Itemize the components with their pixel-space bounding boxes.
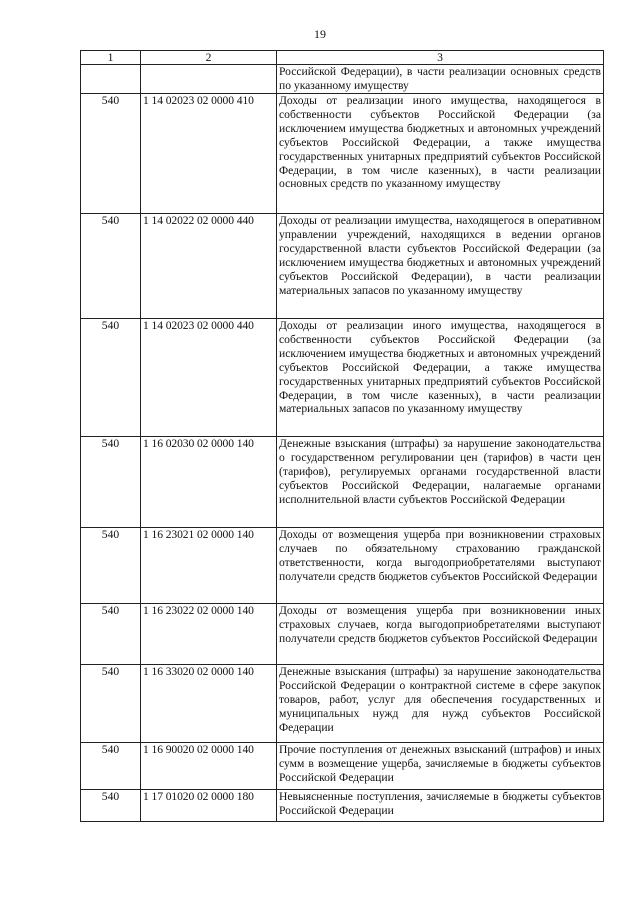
description-cell: Прочие поступления от денежных взысканий (штрафов) и иных сумм в возмещение ущерба, зачисляемые в бюджеты субъектов Российской Федерации xyxy=(277,743,604,790)
table-row xyxy=(81,94,604,214)
table-row xyxy=(81,790,604,822)
revenue-codes-table xyxy=(80,50,604,822)
table-row xyxy=(81,604,604,665)
kbk-code-cell: 1 14 02023 02 0000 410 xyxy=(141,94,277,214)
description-cell: Российской Федерации), в части реализации основных средств по указанному имуществу xyxy=(277,65,604,94)
header-col-1: 1 xyxy=(81,51,141,65)
table-row xyxy=(81,665,604,743)
admin-code-cell: 540 xyxy=(81,528,141,604)
description-cell: Доходы от реализации иного имущества, находящегося в собственности субъектов Российской Федерации (за исключением имущества бюджетных и автономных учреждений субъектов Российской Федерации, а также имущества государственных унитарных предприятий субъектов Российской Федерации, в том числе казенных), в части реализации основных средств по указанному имуществу xyxy=(277,94,604,214)
admin-code-cell: 540 xyxy=(81,319,141,437)
description-cell: Доходы от реализации имущества, находящегося в оперативном управлении учреждений, находящихся в ведении органов государственной власти субъектов Российской Федерации (за исключением имущества бюджетных и автономных учреждений субъектов Российской Федерации), в части реализации материальных запасов по указанному имуществу xyxy=(277,214,604,319)
admin-code-cell: 540 xyxy=(81,743,141,790)
table-row xyxy=(81,437,604,528)
table-row xyxy=(81,214,604,319)
admin-code-cell: 540 xyxy=(81,94,141,214)
admin-code-cell: 540 xyxy=(81,214,141,319)
header-col-2: 2 xyxy=(141,51,277,65)
table-body xyxy=(81,65,604,822)
description-cell: Доходы от возмещения ущерба при возникновении иных страховых случаев, когда выгодоприобретателями выступают получатели средств бюджетов субъектов Российской Федерации xyxy=(277,604,604,665)
table-header xyxy=(81,51,604,65)
description-cell: Денежные взыскания (штрафы) за нарушение законодательства о государственном регулировании цен (тарифов) в части цен (тарифов), регулируемых органами государственной власти субъектов Российской Федерации, налагаемые органами исполнительной власти субъектов Российской Федерации xyxy=(277,437,604,528)
description-cell: Доходы от реализации иного имущества, находящегося в собственности субъектов Российской Федерации (за исключением имущества бюджетных и автономных учреждений субъектов Российской Федерации, а также имущества государственных унитарных предприятий субъектов Российской Федерации, в том числе казенных), в части реализации материальных запасов по указанному имуществу xyxy=(277,319,604,437)
header-col-3: 3 xyxy=(277,51,604,65)
kbk-code-cell xyxy=(141,65,277,94)
admin-code-cell xyxy=(81,65,141,94)
kbk-code-cell: 1 14 02023 02 0000 440 xyxy=(141,319,277,437)
description-cell: Денежные взыскания (штрафы) за нарушение законодательства Российской Федерации о контрактной системе в сфере закупок товаров, работ, услуг для обеспечения государственных и муниципальных нужд для нужд субъектов Российской Федерации xyxy=(277,665,604,743)
table-row xyxy=(81,65,604,94)
admin-code-cell: 540 xyxy=(81,437,141,528)
admin-code-cell: 540 xyxy=(81,604,141,665)
kbk-code-cell: 1 16 02030 02 0000 140 xyxy=(141,437,277,528)
kbk-code-cell: 1 17 01020 02 0000 180 xyxy=(141,790,277,822)
description-cell: Невыясненные поступления, зачисляемые в бюджеты субъектов Российской Федерации xyxy=(277,790,604,822)
kbk-code-cell: 1 14 02022 02 0000 440 xyxy=(141,214,277,319)
kbk-code-cell: 1 16 90020 02 0000 140 xyxy=(141,743,277,790)
admin-code-cell: 540 xyxy=(81,665,141,743)
table-row xyxy=(81,528,604,604)
admin-code-cell: 540 xyxy=(81,790,141,822)
kbk-code-cell: 1 16 23021 02 0000 140 xyxy=(141,528,277,604)
kbk-code-cell: 1 16 23022 02 0000 140 xyxy=(141,604,277,665)
table-row xyxy=(81,743,604,790)
kbk-code-cell: 1 16 33020 02 0000 140 xyxy=(141,665,277,743)
page-number: 19 xyxy=(314,27,326,41)
description-cell: Доходы от возмещения ущерба при возникновении страховых случаев по обязательному страхованию гражданской ответственности, когда выгодоприобретателями выступают получатели средств бюджетов субъектов Российской Федерации xyxy=(277,528,604,604)
table-row xyxy=(81,319,604,437)
header-row xyxy=(81,51,604,65)
